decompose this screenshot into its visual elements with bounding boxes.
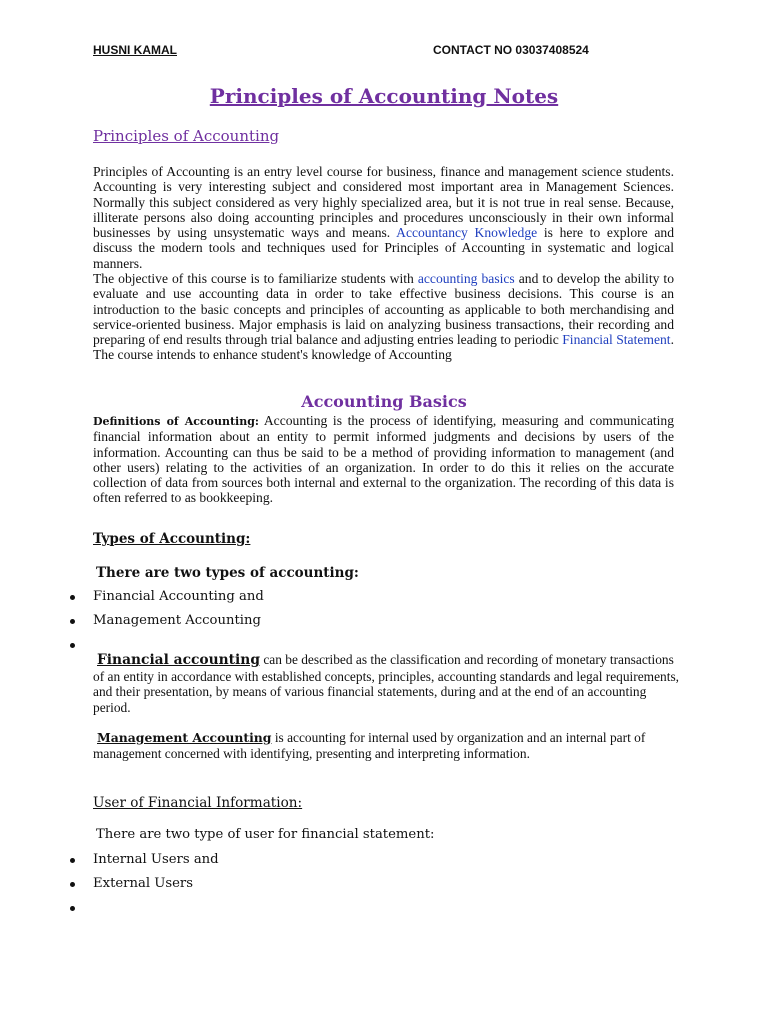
list-item	[64, 612, 264, 636]
list-item-text: External Users	[93, 876, 193, 891]
objective-text-b: and to develop the ability to evaluate and use accounting data in order to take effective business decisions. This course is an introduction to the basic concepts and principles of accounting as applicable to both merchandising and service-oriented business. Major emphasis is laid on analyzing business transactions, their recording and preparing of end results through trial balance and adjusting entries leading to periodic	[93, 271, 675, 348]
financial-accounting-term: Financial accounting	[97, 652, 260, 668]
list-item-text: Internal Users and	[93, 852, 219, 867]
definition-text: Accounting is the process of identifying, measuring and communicating financial information about an entity to permit informed judgments and decisions by users of the information. Accounting can thus be said to be a method of providing information to management (and other users) relating to the activities of an organization. In order to do this it relies on the accurate collection of data from sources both internal and external to the organization. The recording of this data is often referred to as bookkeeping.	[93, 413, 675, 506]
list-item	[64, 899, 219, 923]
bullet-icon	[70, 906, 75, 911]
management-accounting-text: is accounting for internal used by organization and an internal part of management concerned with identifying, presenting and interpreting information.	[93, 730, 646, 761]
section-subtitle: Principles of Accounting	[93, 127, 280, 145]
types-intro: There are two types of accounting:	[96, 565, 359, 581]
bullet-icon	[70, 619, 75, 624]
accountancy-knowledge-link[interactable]: Accountancy Knowledge	[396, 225, 538, 241]
users-intro: There are two type of user for financial statement:	[96, 827, 435, 842]
document-title: Principles of Accounting Notes	[209, 84, 559, 108]
accounting-basics-link[interactable]: accounting basics	[417, 271, 515, 286]
users-heading: User of Financial Information:	[93, 795, 303, 811]
intro-text-a: Principles of Accounting is an entry level course for business, finance and management science students. Accounting is very interesting subject and considered most important area in Management Sciences. Normally this subject considered as very highly specialized area, but it is not true in real sense. Because, illiterate persons also doing accounting principles and procedures unconsciously in their own informal businesses by using unsystematic ways and means.	[93, 164, 674, 241]
types-list	[64, 588, 264, 660]
financial-accounting-text: can be described as the classification and recording of monetary transactions of an entity in accordance with established concepts, principles, accounting standards and legal requirements, and their presentation, by means of various financial statements, during and at the end of an accounting period.	[93, 652, 680, 715]
list-item-text: Financial Accounting and	[93, 589, 264, 604]
contact-number: CONTACT NO 03037408524	[433, 43, 589, 57]
page-header	[93, 43, 693, 61]
list-item	[64, 851, 219, 875]
management-accounting-paragraph	[93, 730, 683, 761]
bullet-icon	[70, 882, 75, 887]
users-list	[64, 851, 219, 923]
financial-statement-link[interactable]: Financial Statement	[562, 332, 671, 348]
bullet-icon	[70, 595, 75, 600]
definition-paragraph	[93, 413, 674, 506]
objective-text-a: The objective of this course is to familiarize students with	[93, 271, 418, 286]
list-item	[64, 588, 264, 612]
author-name: HUSNI KAMAL	[93, 43, 177, 57]
objective-paragraph	[93, 271, 674, 363]
types-heading: Types of Accounting:	[93, 531, 251, 547]
objective-text-c: . The course intends to enhance student's knowledge of Accounting	[93, 332, 674, 363]
accounting-basics-heading: Accounting Basics	[301, 392, 467, 411]
bullet-icon	[70, 643, 75, 648]
management-accounting-term: Management Accounting	[97, 730, 272, 745]
intro-paragraph	[93, 164, 674, 271]
financial-accounting-paragraph	[93, 652, 683, 715]
definition-term: Definitions of Accounting:	[93, 415, 259, 428]
list-item-text: Management Accounting	[93, 613, 261, 628]
bullet-icon	[70, 858, 75, 863]
intro-text-b: is here to explore and discuss the modern tools and techniques used for Principles of Accounting in systematic and logical manners.	[93, 225, 674, 271]
list-item	[64, 875, 219, 899]
